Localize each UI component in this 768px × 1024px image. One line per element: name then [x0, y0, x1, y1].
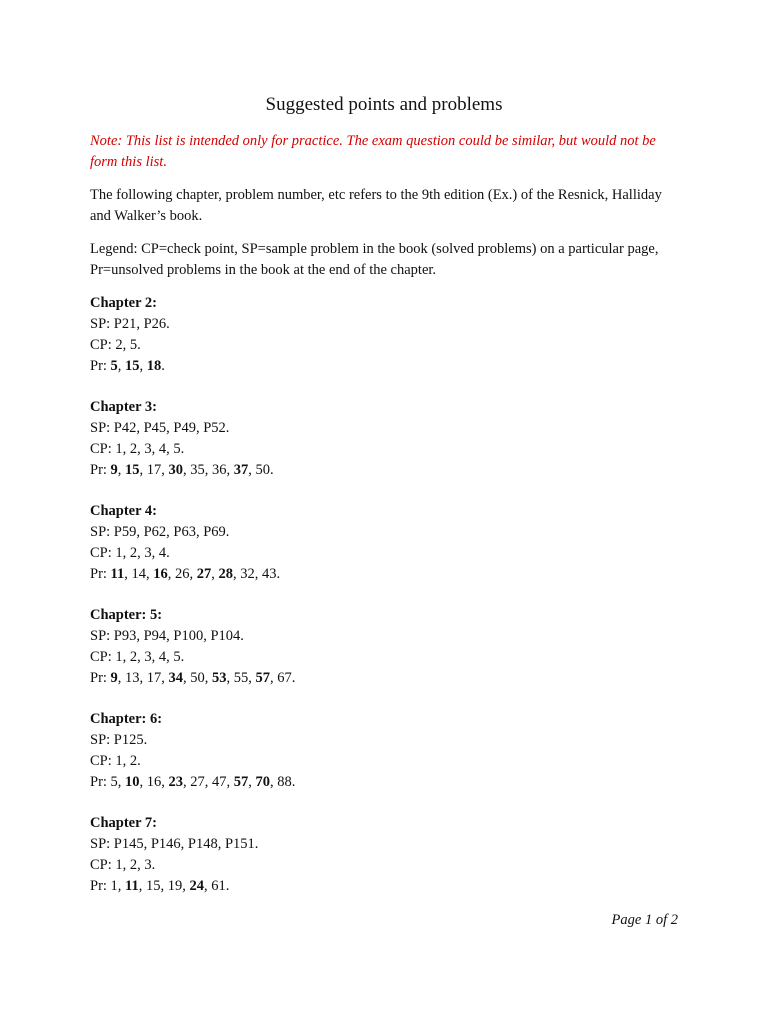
- problem-number: 17: [146, 462, 162, 478]
- problems-label: Pr:: [90, 774, 111, 790]
- problems-label: Pr:: [90, 670, 111, 686]
- problem-number: 16: [153, 566, 168, 582]
- problem-number: 15: [125, 462, 140, 478]
- problems-line: Pr: 11, 14, 16, 26, 27, 28, 32, 43.: [90, 566, 281, 582]
- problem-number: 19: [167, 878, 183, 894]
- problem-number: 26: [175, 566, 190, 582]
- chapter-block: [90, 813, 680, 897]
- problem-number: 30: [168, 462, 184, 478]
- problem-number: 17: [146, 670, 162, 686]
- chapter-block: [90, 709, 680, 793]
- problem-number: 47: [212, 774, 227, 790]
- problem-number: 28: [218, 566, 233, 582]
- page-number: Page 1 of 2: [611, 912, 678, 928]
- problem-number: 24: [189, 878, 204, 894]
- problem-number: 23: [168, 774, 184, 790]
- problem-number: 18: [146, 358, 162, 374]
- check-points-line: CP: 1, 2, 3, 4.: [90, 545, 170, 561]
- chapter-heading: Chapter 2:: [90, 295, 157, 311]
- problem-number: 9: [110, 462, 118, 478]
- problem-number: 27: [196, 566, 212, 582]
- problems-line: Pr: 5, 15, 18.: [90, 358, 165, 374]
- problems-line: Pr: 9, 13, 17, 34, 50, 53, 55, 57, 67.: [90, 670, 296, 686]
- problem-number: 35: [190, 462, 205, 478]
- chapter-block: [90, 501, 680, 585]
- problem-number: 5: [110, 358, 118, 374]
- problem-number: 43: [262, 566, 277, 582]
- problem-number: 15: [146, 878, 161, 894]
- problem-number: 11: [125, 878, 139, 894]
- problem-number: 57: [233, 774, 249, 790]
- problem-number: 1: [110, 878, 118, 894]
- check-points-line: CP: 1, 2, 3, 4, 5.: [90, 441, 185, 457]
- problem-number: 88: [277, 774, 292, 790]
- problem-number: 55: [233, 670, 249, 686]
- chapter-heading: Chapter 3:: [90, 399, 157, 415]
- chapter-heading: Chapter 7:: [90, 815, 157, 831]
- check-points-line: CP: 1, 2, 3, 4, 5.: [90, 649, 185, 665]
- problem-number: 50: [255, 462, 271, 478]
- sample-problems-line: SP: P93, P94, P100, P104.: [90, 628, 244, 644]
- problem-number: 34: [168, 670, 184, 686]
- chapter-heading: Chapter: 6:: [90, 711, 163, 727]
- chapter-block: [90, 293, 680, 377]
- chapter-block: [90, 397, 680, 481]
- document-body: [90, 131, 680, 917]
- problem-number: 11: [110, 566, 125, 582]
- problem-number: 9: [110, 670, 118, 686]
- practice-note: Note: This list is intended only for practice. The exam question could be similar, but would not be form this list.: [90, 133, 656, 170]
- problem-number: 50: [190, 670, 205, 686]
- problem-number: 32: [240, 566, 255, 582]
- problems-line: Pr: 5, 10, 16, 23, 27, 47, 57, 70, 88.: [90, 774, 296, 790]
- problem-number: 27: [190, 774, 205, 790]
- check-points-line: CP: 1, 2, 3.: [90, 857, 156, 873]
- problems-line: Pr: 1, 11, 15, 19, 24, 61.: [90, 878, 230, 894]
- check-points-line: CP: 1, 2.: [90, 753, 141, 769]
- problem-number: 10: [125, 774, 140, 790]
- problem-number: 14: [131, 566, 146, 582]
- sample-problems-line: SP: P42, P45, P49, P52.: [90, 420, 230, 436]
- problems-label: Pr:: [90, 878, 111, 894]
- problems-label: Pr:: [90, 566, 111, 582]
- problems-line: Pr: 9, 15, 17, 30, 35, 36, 37, 50.: [90, 462, 274, 478]
- page-title: Suggested points and problems: [265, 94, 503, 115]
- sample-problems-line: SP: P21, P26.: [90, 316, 170, 332]
- problem-number: 37: [233, 462, 249, 478]
- chapter-list: [90, 293, 680, 897]
- problems-label: Pr:: [90, 358, 111, 374]
- problem-number: 53: [212, 670, 227, 686]
- chapter-heading: Chapter: 5:: [90, 607, 163, 623]
- problem-number: 61: [211, 878, 226, 894]
- problems-label: Pr:: [90, 462, 111, 478]
- problem-number: 16: [146, 774, 162, 790]
- sample-problems-line: SP: P145, P146, P148, P151.: [90, 836, 259, 852]
- problem-number: 36: [212, 462, 227, 478]
- problem-number: 5: [110, 774, 118, 790]
- problem-number: 15: [125, 358, 140, 374]
- chapter-heading: Chapter 4:: [90, 503, 157, 519]
- sample-problems-line: SP: P125.: [90, 732, 148, 748]
- chapter-block: [90, 605, 680, 689]
- problem-number: 67: [277, 670, 292, 686]
- legend-paragraph: Legend: CP=check point, SP=sample problem in the book (solved problems) on a particular page, Pr=unsolved problems in the book at the end of the chapter.: [90, 241, 659, 278]
- problem-number: 13: [125, 670, 140, 686]
- intro-paragraph: The following chapter, problem number, etc refers to the 9th edition (Ex.) of the Resnick, Halliday and Walker’s book.: [90, 187, 662, 224]
- check-points-line: CP: 2, 5.: [90, 337, 141, 353]
- sample-problems-line: SP: P59, P62, P63, P69.: [90, 524, 230, 540]
- problem-number: 70: [255, 774, 271, 790]
- problem-number: 57: [255, 670, 271, 686]
